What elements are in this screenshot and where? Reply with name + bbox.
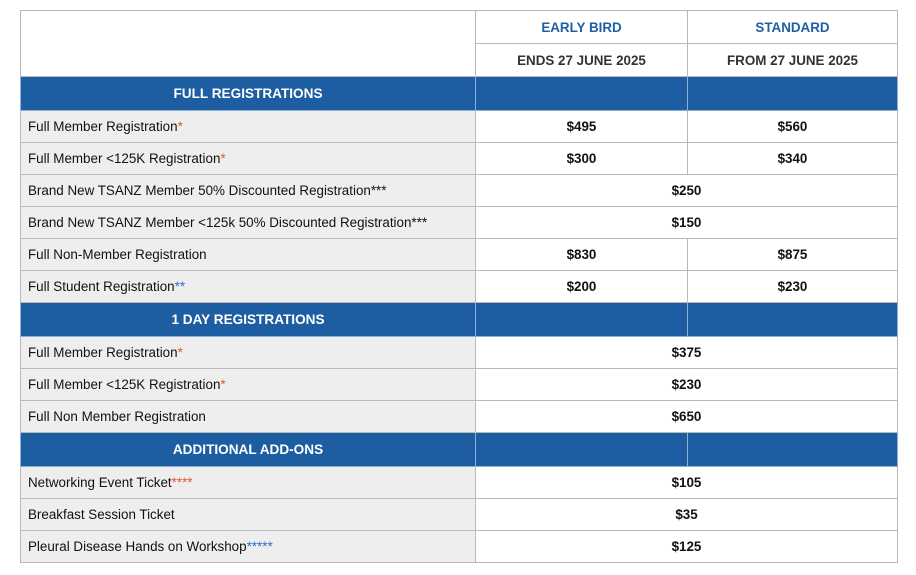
table-row [21, 369, 898, 401]
price: $105 [476, 467, 898, 499]
table-row [21, 499, 898, 531]
standard-price: $875 [688, 239, 898, 271]
table-row [21, 531, 898, 563]
section-1-day-registrations [21, 303, 898, 337]
early-bird-date: ENDS 27 JUNE 2025 [476, 44, 688, 77]
row-label: Brand New TSANZ Member 50% Discounted Registration*** [21, 175, 476, 207]
row-label: Full Member Registration [28, 119, 178, 134]
price: $375 [476, 337, 898, 369]
row-label: Breakfast Session Ticket [21, 499, 476, 531]
footnote-mark: **** [171, 475, 193, 490]
row-label: Full Non-Member Registration [21, 239, 476, 271]
table-row [21, 143, 898, 175]
header-row [21, 11, 898, 44]
standard-price: $560 [688, 111, 898, 143]
row-label: Full Member <125K Registration [28, 377, 221, 392]
header-blank-cell [21, 11, 476, 77]
standard-price: $340 [688, 143, 898, 175]
table-row [21, 401, 898, 433]
table-row [21, 337, 898, 369]
table-row [21, 175, 898, 207]
early-bird-price: $830 [476, 239, 688, 271]
table-row [21, 467, 898, 499]
section-title: 1 DAY REGISTRATIONS [21, 303, 476, 337]
price: $650 [476, 401, 898, 433]
registration-fees-table [20, 10, 898, 563]
row-label: Pleural Disease Hands on Workshop [28, 539, 247, 554]
table-row [21, 207, 898, 239]
table-row [21, 271, 898, 303]
standard-date: FROM 27 JUNE 2025 [688, 44, 898, 77]
footnote-mark: ***** [246, 539, 273, 554]
early-bird-price: $200 [476, 271, 688, 303]
row-label: Full Non Member Registration [21, 401, 476, 433]
price: $125 [476, 531, 898, 563]
standard-header: STANDARD [688, 11, 898, 44]
footnote-mark: * [220, 377, 226, 392]
row-label: Brand New TSANZ Member <125k 50% Discounted Registration*** [21, 207, 476, 239]
standard-price: $230 [688, 271, 898, 303]
row-label: Networking Event Ticket [28, 475, 172, 490]
section-full-registrations [21, 77, 898, 111]
section-title: FULL REGISTRATIONS [21, 77, 476, 111]
footnote-mark: ** [174, 279, 186, 294]
row-label: Full Student Registration [28, 279, 175, 294]
price: $230 [476, 369, 898, 401]
section-additional-add-ons [21, 433, 898, 467]
section-title: ADDITIONAL ADD-ONS [21, 433, 476, 467]
early-bird-price: $300 [476, 143, 688, 175]
footnote-mark: * [220, 151, 226, 166]
table-row [21, 111, 898, 143]
price: $35 [476, 499, 898, 531]
footnote-mark: * [177, 119, 183, 134]
row-label: Full Member <125K Registration [28, 151, 221, 166]
row-label: Full Member Registration [28, 345, 178, 360]
footnote-mark: * [177, 345, 183, 360]
price: $250 [476, 175, 898, 207]
price: $150 [476, 207, 898, 239]
early-bird-price: $495 [476, 111, 688, 143]
table-row [21, 239, 898, 271]
early-bird-header: EARLY BIRD [476, 11, 688, 44]
